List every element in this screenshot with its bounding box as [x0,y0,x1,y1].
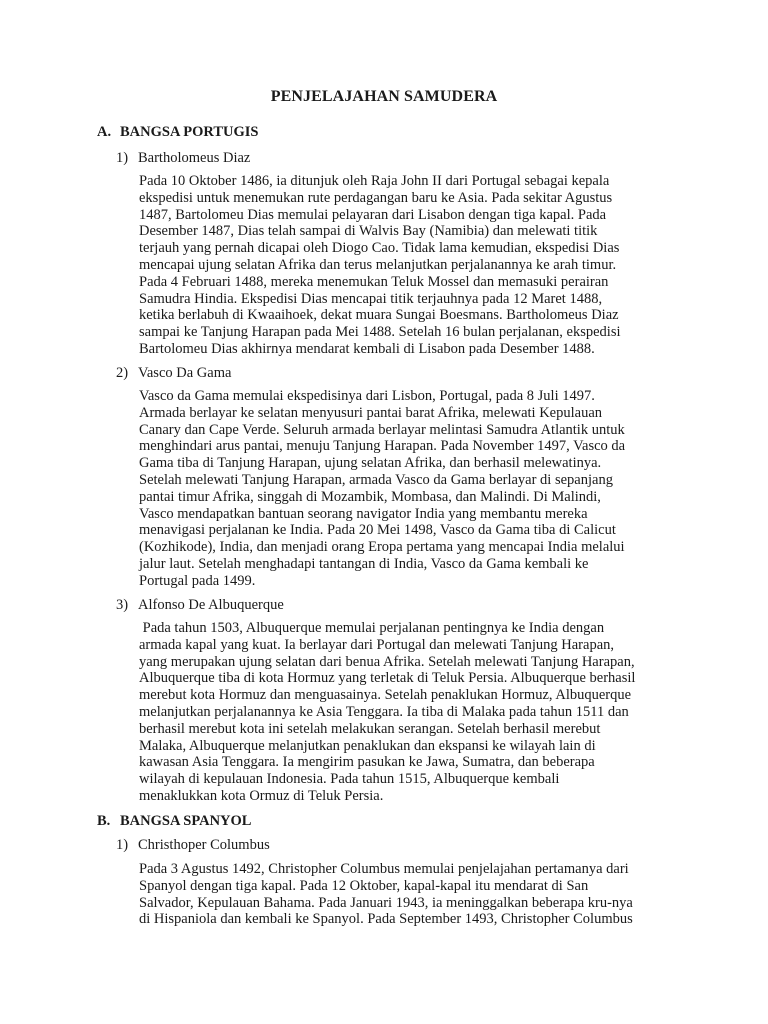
paragraph-line: ekspedisi untuk menemukan rute perdagangan baru ke Asia. Pada sekitar Agustus [139,189,613,206]
item-heading-alfonso-de-albuquerque [116,597,284,614]
paragraph-line: Vasco da Gama memulai ekspedisinya dari Lisbon, Portugal, pada 8 Juli 1497. [139,388,595,404]
paragraph-line: Vasco mendapatkan bantuan seorang navigator India yang membantu mereka [139,505,588,522]
paragraph-line: jalur laut. Setelah menghadapi tantangan di India, Vasco da Gama kembali ke [139,555,589,572]
item-name: Alfonso De Albuquerque [138,597,284,613]
paragraph-line: Malaka, Albuquerque melanjutkan penaklukan dan ekspansi ke wilayah lain di [139,737,596,754]
paragraph-line: Pada 4 Februari 1488, mereka menemukan Teluk Mossel dan memasuki perairan [139,273,609,290]
paragraph-line: sampai ke Tanjung Harapan pada Mei 1488. Setelah 16 bulan perjalanan, ekspedisi [139,324,621,341]
paragraph-line: yang merupakan ujung selatan dari benua Afrika. Setelah melewati Tanjung Harapan, [139,653,635,670]
section-letter: B. [97,813,111,829]
section-letter: A. [97,124,112,140]
section-heading-portugis [97,124,258,141]
paragraph-line: Canary dan Cape Verde. Seluruh armada berlayar melintasi Samudra Atlantik untuk [139,421,625,438]
item-name: Vasco Da Gama [138,365,232,381]
paragraph-line: Pada tahun 1503, Albuquerque memulai perjalanan pentingnya ke India dengan [139,620,605,636]
paragraph-line: 1487, Bartolomeu Dias memulai pelayaran dari Lisabon dengan tiga kapal. Pada [139,206,607,223]
paragraph-line: Salvador, Kepulauan Bahama. Pada Januari 1943, ia meninggalkan beberapa kru-nya [139,894,633,911]
paragraph-line: Spanyol dengan tiga kapal. Pada 12 Oktober, kapal-kapal itu mendarat di San [139,877,589,894]
paragraph-line: Desember 1487, Dias telah sampai di Walvis Bay (Namibia) dan melewati titik [139,223,598,240]
paragraph-line: menavigasi perjalanan ke India. Pada 20 Mei 1498, Vasco da Gama tiba di Calicut [139,522,616,539]
paragraph-vasco-da-gama [139,388,679,590]
paragraph-line: wilayah di kepulauan Indonesia. Pada tahun 1515, Albuquerque kembali [139,771,560,788]
paragraph-line: menaklukkan kota Ormuz di Teluk Persia. [139,787,384,804]
paragraph-line: Gama tiba di Tanjung Harapan, ujung selatan Afrika, dan berhasil melewatinya. [139,455,602,472]
item-name: Bartholomeus Diaz [138,150,251,166]
paragraph-line: pantai timur Afrika, singgah di Mozambik, Mombasa, dan Malindi. Di Malindi, [139,488,601,505]
paragraph-line: Armada berlayar ke selatan menyusuri pantai barat Afrika, melewati Kepulauan [139,404,603,421]
paragraph-line: berhasil merebut kota ini setelah melakukan serangan. Setelah berhasil merebut [139,720,601,737]
item-name: Christhoper Columbus [138,837,270,853]
item-heading-christhoper-columbus [116,837,270,854]
paragraph-line: merebut kota Hormuz dan menguasainya. Setelah penaklukan Hormuz, Albuquerque [139,687,632,704]
paragraph-line: Pada 3 Agustus 1492, Christopher Columbus memulai penjelajahan pertamanya dari [139,861,629,877]
paragraph-line: Bartolomeu Dias akhirnya mendarat kembali di Lisabon pada Desember 1488. [139,340,595,357]
paragraph-line: kawasan Asia Tenggara. Ia mengirim pasukan ke Jawa, Sumatra, dan beberapa [139,754,595,771]
paragraph-line: mencapai ujung selatan Afrika dan terus melanjutkan perjalanannya ke arah timur. [139,256,617,273]
item-number: 3) [116,597,129,613]
item-number: 1) [116,837,129,853]
paragraph-line: Pada 10 Oktober 1486, ia ditunjuk oleh Raja John II dari Portugal sebagai kepala [139,173,610,189]
paragraph-line: terjauh yang pernah dicapai oleh Diogo Cao. Tidak lama kemudian, ekspedisi Dias [139,240,620,257]
item-heading-bartholomeus-diaz [116,150,250,167]
paragraph-alfonso-de-albuquerque [139,620,679,805]
paragraph-line: (Kozhikode), India, dan menjadi orang Eropa pertama yang mencapai India melalui [139,539,625,556]
section-heading-spanyol [97,813,251,830]
paragraph-line: menghindari arus pantai, menuju Tanjung Harapan. Pada November 1497, Vasco da [139,438,626,455]
paragraph-line: di Hispaniola dan kembali ke Spanyol. Pada September 1493, Christopher Columbus [139,911,633,928]
item-number: 1) [116,150,129,166]
item-number: 2) [116,365,129,381]
paragraph-bartholomeus-diaz [139,173,679,358]
paragraph-line: Setelah melewati Tanjung Harapan, armada Vasco da Gama berlayar di sepanjang [139,471,613,488]
section-title: BANGSA PORTUGIS [120,124,259,140]
paragraph-line: Portugal pada 1499. [139,572,256,589]
paragraph-line: ketika berlabuh di Kwaaihoek, dekat muara Sungai Boesmans. Bartholomeus Diaz [139,307,619,324]
paragraph-christhoper-columbus [139,861,679,928]
paragraph-line: Samudra Hindia. Ekspedisi Dias mencapai titik terjauhnya pada 12 Maret 1488, [139,290,603,307]
item-heading-vasco-da-gama [116,365,231,382]
section-title: BANGSA SPANYOL [120,813,252,829]
paragraph-line: melanjutkan perjalanannya ke Asia Tenggara. Ia tiba di Malaka pada tahun 1511 dan [139,703,629,720]
document-title: PENJELAJAHAN SAMUDERA [270,88,498,105]
paragraph-line: Albuquerque tiba di kota Hormuz yang terletak di Teluk Persia. Albuquerque berhasil [139,670,636,687]
paragraph-line: armada kapal yang kuat. Ia berlayar dari Portugal dan melewati Tanjung Harapan, [139,636,615,653]
